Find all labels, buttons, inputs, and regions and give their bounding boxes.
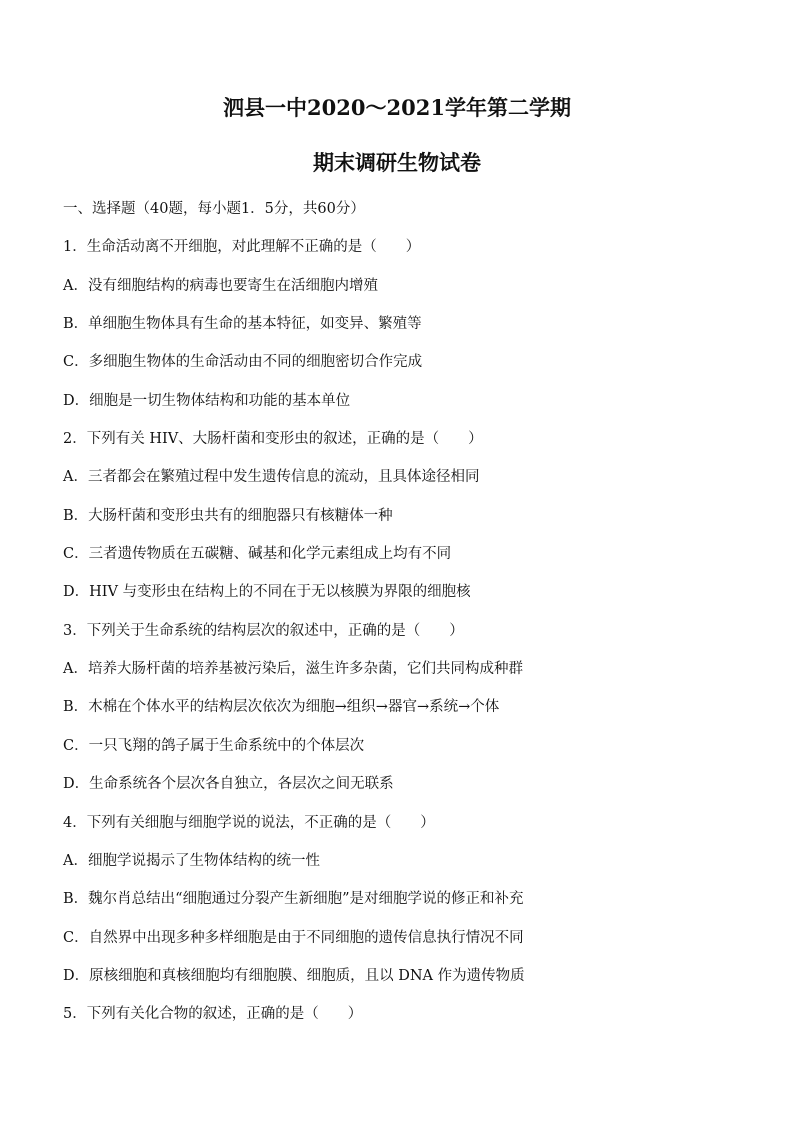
- question-4-option-b: B．魏尔肖总结出“细胞通过分裂产生新细胞”是对细胞学说的修正和补充: [63, 891, 524, 908]
- question-1: 1．生命活动离不开细胞，对此理解不正确的是（ ）: [63, 239, 421, 256]
- question-3-option-a: A．培养大肠杆菌的培养基被污染后，滋生许多杂菌，它们共同构成种群: [63, 661, 523, 678]
- question-2-option-b: B．大肠杆菌和变形虫共有的细胞器只有核糖体一种: [63, 507, 393, 524]
- exam-body: [63, 197, 763, 1041]
- question-4: 4．下列有关细胞与细胞学说的说法，不正确的是（ ）: [63, 814, 435, 831]
- exam-title-line-1: 泗县一中2020～2021学年第二学期: [223, 95, 571, 120]
- question-2-option-a: A．三者都会在繁殖过程中发生遗传信息的流动，且具体途径相同: [63, 469, 480, 486]
- question-4-option-d: D．原核细胞和真核细胞均有细胞膜、细胞质，且以 DNA 作为遗传物质: [63, 967, 525, 984]
- question-1-option-c: C．多细胞生物体的生命活动由不同的细胞密切合作完成: [63, 354, 423, 371]
- question-3-option-d: D．生命系统各个层次各自独立，各层次之间无联系: [63, 776, 394, 793]
- question-3-option-b: B．木棉在个体水平的结构层次依次为细胞→组织→器官→系统→个体: [63, 699, 500, 716]
- question-2-option-c: C．三者遗传物质在五碳糖、碱基和化学元素组成上均有不同: [63, 546, 452, 563]
- question-1-option-b: B．单细胞生物体具有生命的基本特征，如变异、繁殖等: [63, 316, 422, 333]
- question-5: 5．下列有关化合物的叙述，正确的是（ ）: [63, 1006, 363, 1023]
- question-3-option-c: C．一只飞翔的鸽子属于生命系统中的个体层次: [63, 737, 365, 754]
- question-1-option-a: A．没有细胞结构的病毒也要寄生在活细胞内增殖: [63, 277, 378, 294]
- question-2: 2．下列有关 HIV、大肠杆菌和变形虫的叙述，正确的是（ ）: [63, 431, 483, 448]
- section-heading: 一、选择题（40题，每小题1．5分，共60分）: [63, 201, 365, 217]
- question-1-option-d: D．细胞是一切生物体结构和功能的基本单位: [63, 392, 351, 409]
- question-4-option-c: C．自然界中出现多种多样细胞是由于不同细胞的遗传信息执行情况不同: [63, 929, 524, 946]
- question-2-option-d: D．HIV 与变形虫在结构上的不同在于无以核膜为界限的细胞核: [63, 584, 471, 601]
- exam-title-line-2: 期末调研生物试卷: [313, 150, 481, 175]
- question-4-option-a: A．细胞学说揭示了生物体结构的统一性: [63, 852, 320, 869]
- question-3: 3．下列关于生命系统的结构层次的叙述中，正确的是（ ）: [63, 622, 464, 639]
